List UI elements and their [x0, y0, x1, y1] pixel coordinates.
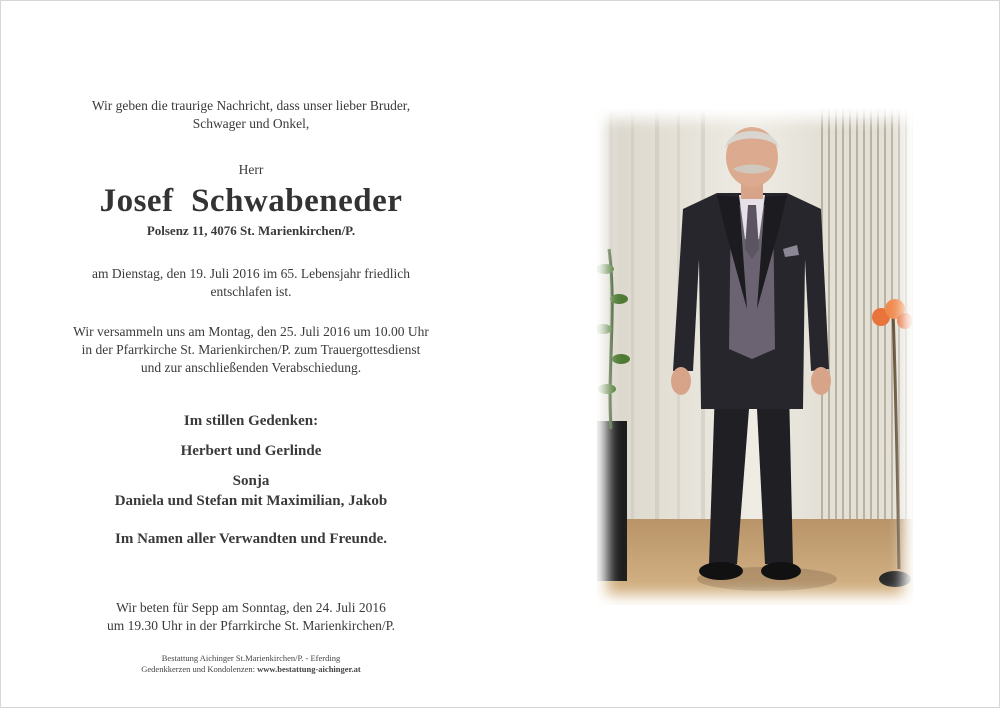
footer-line-2 — [41, 664, 461, 675]
portrait-photo — [597, 109, 913, 605]
service-line-3: und zur anschließenden Verabschiedung. — [140, 360, 362, 375]
portrait-illustration — [597, 109, 913, 605]
funeral-home-footer — [41, 653, 461, 675]
prayer-line-2: um 19.30 Uhr in der Pfarrkirche St. Marienkirchen/P. — [107, 618, 395, 633]
mourner-4: Im Namen aller Verwandten und Freunde. — [115, 531, 387, 547]
deceased-name: Josef Schwabeneder — [99, 183, 403, 219]
wooden-floor — [597, 519, 913, 605]
mourner-3: Daniela und Stefan mit Maximilian, Jakob — [114, 493, 388, 509]
obituary-text — [41, 97, 461, 635]
honorific: Herr — [238, 162, 264, 177]
death-line-1: am Dienstag, den 19. Juli 2016 im 65. Lebensjahr friedlich — [92, 266, 410, 281]
deceased-address: Polsenz 11, 4076 St. Marienkirchen/P. — [146, 223, 356, 238]
intro-line-1: Wir geben die traurige Nachricht, dass unser lieber Bruder, — [91, 98, 411, 113]
service-line-1: Wir versammeln uns am Montag, den 25. Juli 2016 um 10.00 Uhr — [73, 324, 429, 339]
service-text — [41, 323, 461, 377]
mourner-1: Herbert und Gerlinde — [180, 443, 322, 459]
footer-website-link[interactable]: www.bestattung-aichinger.at — [257, 664, 361, 674]
mourning-heading: Im stillen Gedenken: — [183, 413, 319, 429]
mourner-2: Sonja — [232, 473, 270, 489]
service-line-2: in der Pfarrkirche St. Marienkirchen/P. zum Trauergottesdienst — [81, 342, 421, 357]
intro-line-2: Schwager und Onkel, — [192, 116, 310, 131]
prayer-line-1: Wir beten für Sepp am Sonntag, den 24. Juli 2016 — [116, 600, 386, 615]
death-text — [41, 265, 461, 301]
death-line-2: entschlafen ist. — [210, 284, 292, 299]
prayer-text — [41, 599, 461, 635]
footer-line-2-prefix: Gedenkkerzen und Kondolenzen: — [141, 664, 258, 674]
intro-text — [41, 97, 461, 133]
footer-line-1: Bestattung Aichinger St.Marienkirchen/P. - Eferding — [161, 653, 341, 663]
